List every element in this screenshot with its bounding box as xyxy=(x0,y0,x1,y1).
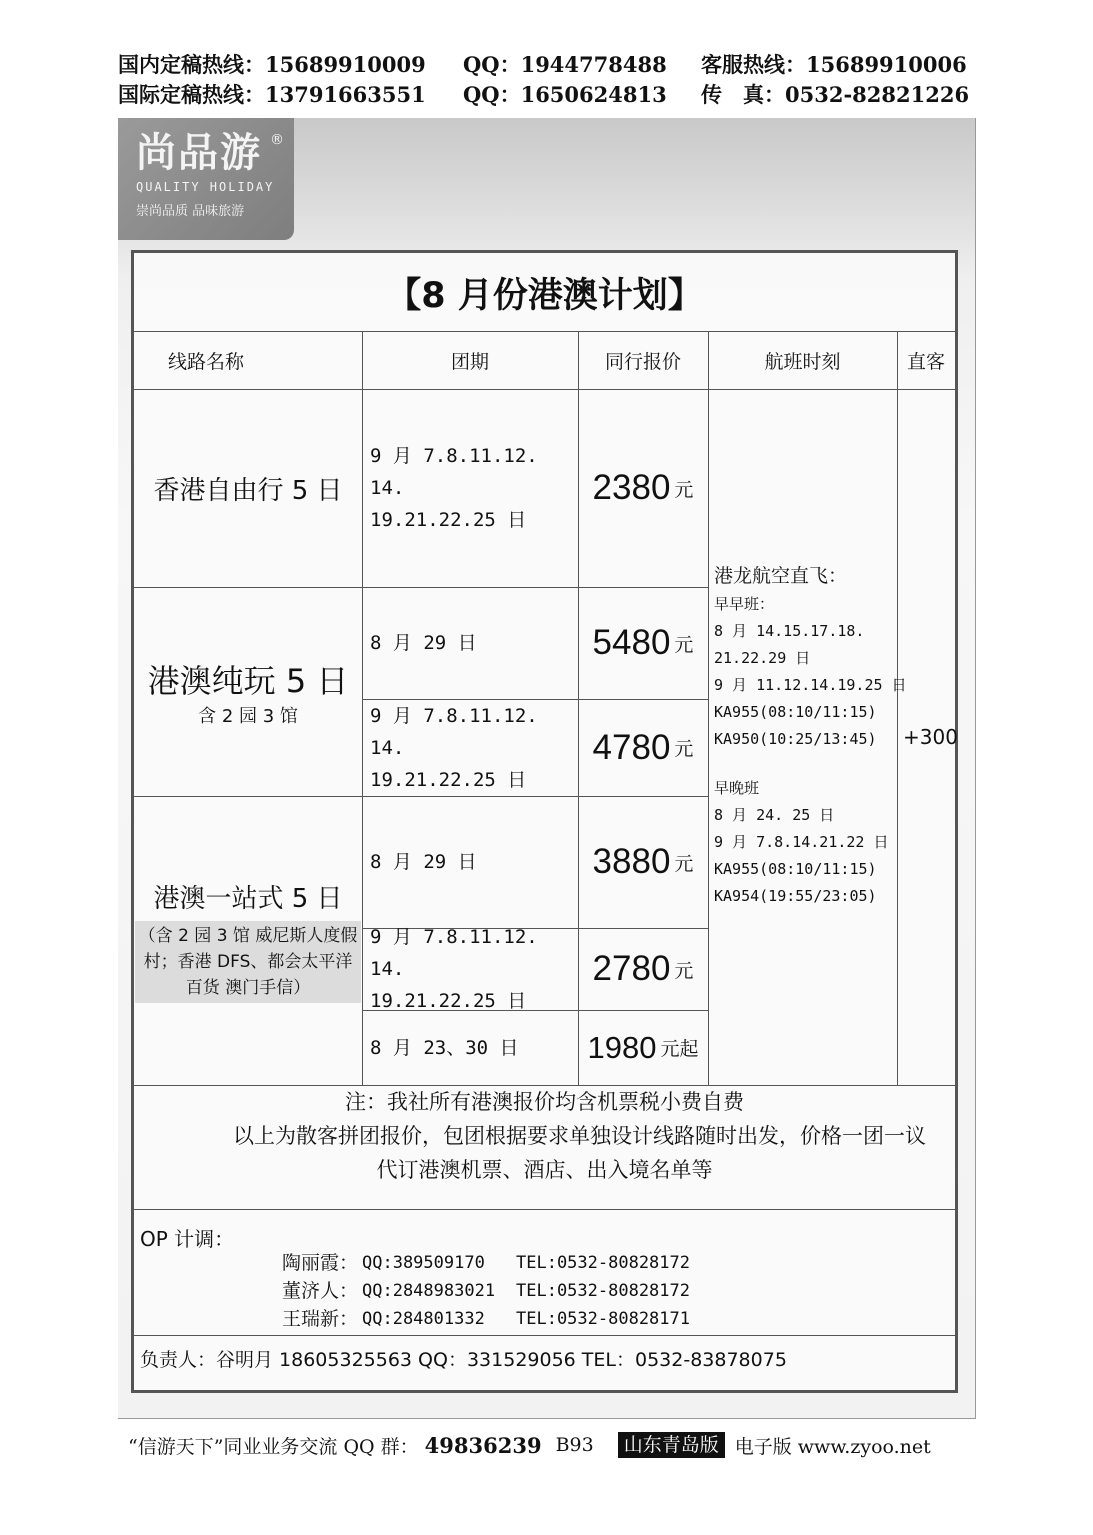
note-line: 以上为散客拼团报价，包团根据要求单独设计线路随时出发，价格一团一议 xyxy=(233,1124,926,1148)
date-line: 19.21.22.25 日 xyxy=(370,768,527,791)
page-title: 【8 月份港澳计划】 xyxy=(386,276,703,316)
route-hkm-pure-5d xyxy=(134,587,362,796)
price-unit: 元 xyxy=(674,852,694,875)
flight-line: KA954(19:55/23:05) xyxy=(714,887,877,905)
footer xyxy=(128,1428,978,1462)
section-rule xyxy=(134,1209,955,1210)
route-subtitle: 含 2 园 3 馆 xyxy=(198,705,298,727)
route-price xyxy=(578,1010,708,1085)
footer-website: 电子版 www.zyoo.net xyxy=(734,1435,931,1458)
staff-tel: TEL:0532-80828171 xyxy=(516,1309,690,1329)
staff-qq: QQ:284801332 xyxy=(362,1309,485,1329)
header-route: 线路名称 xyxy=(168,350,245,373)
staff-name: 王瑞新： xyxy=(282,1308,359,1330)
staff-qq: QQ:2848983021 xyxy=(362,1281,496,1301)
staff-row xyxy=(282,1277,822,1305)
staff-qq: QQ:389509170 xyxy=(362,1253,485,1273)
staff-tel: TEL:0532-80828172 xyxy=(516,1253,690,1273)
itinerary-frame xyxy=(131,250,958,1393)
flight-line: 早晚班 xyxy=(714,779,760,797)
header-flight: 航班时刻 xyxy=(764,350,841,373)
intl-hotline: 国际定稿热线：13791663551 xyxy=(118,82,426,107)
date-line: 9 月 7.8.11.12. 14. xyxy=(370,445,538,499)
route-dates xyxy=(362,389,578,587)
route-hkm-onestop-5d xyxy=(134,796,362,1085)
flight-line: 早早班： xyxy=(714,595,775,613)
route-price xyxy=(578,796,708,928)
staff-row xyxy=(282,1249,822,1277)
date-line: 19.21.22.25 日 xyxy=(370,990,527,1012)
intl-qq: QQ：1650624813 xyxy=(463,82,667,107)
route-name: 港澳一站式 5 日 xyxy=(153,884,343,914)
price-value: 1980 xyxy=(587,1029,657,1065)
price-value: 2380 xyxy=(592,468,671,507)
staff-tel: TEL:0532-80828172 xyxy=(516,1281,690,1301)
flight-line: 9 月 7.8.14.21.22 日 xyxy=(714,833,889,851)
route-price xyxy=(578,928,708,1010)
logo-english: QUALITY HOLIDAY xyxy=(136,180,275,194)
route-dates xyxy=(362,699,578,796)
edition-badge: 山东青岛版 xyxy=(618,1432,725,1458)
note-line: 注：我社所有港澳报价均含机票税小费自费 xyxy=(345,1090,744,1114)
page-code: B93 xyxy=(555,1434,594,1456)
price-unit: 元 xyxy=(674,633,694,656)
note-line: 代订港澳机票、酒店、出入境名单等 xyxy=(376,1158,713,1182)
op-label: OP 计调： xyxy=(140,1227,235,1251)
note-line: （含 2 园 3 馆 威尼斯人度假 xyxy=(138,926,358,946)
hotline-row xyxy=(118,50,978,80)
price-unit: 元 xyxy=(674,738,694,760)
direct-customer-surcharge: +300 xyxy=(903,725,958,749)
route-name: 港澳纯玩 5 日 xyxy=(147,661,349,700)
domestic-hotline: 国内定稿热线：15689910009 xyxy=(118,52,426,77)
op-staff-list xyxy=(282,1249,822,1333)
price-value: 3880 xyxy=(592,842,671,881)
header-direct-customer: 直客 xyxy=(906,350,945,373)
date-line: 9 月 7.8.11.12. 14. xyxy=(370,926,538,980)
route-dates: 8 月 29 日 xyxy=(370,632,477,654)
staff-name: 董济人： xyxy=(282,1280,359,1302)
note-line: 村；香港 DFS、都会太平洋 xyxy=(143,952,353,972)
flight-line: 8 月 24. 25 日 xyxy=(714,806,835,824)
staff-row xyxy=(282,1305,822,1333)
fax-number: 传 真：0532-82821226 xyxy=(701,82,970,107)
route-price xyxy=(578,699,708,796)
registered-mark: ® xyxy=(270,132,284,148)
price-unit: 元 xyxy=(674,959,694,982)
brand-logo xyxy=(118,118,294,240)
logo-chinese: 尚品游 xyxy=(136,130,262,176)
header-dates: 团期 xyxy=(450,350,489,373)
date-line: 9 月 7.8.11.12. 14. xyxy=(370,704,538,759)
hotlines xyxy=(118,50,978,110)
price-value: 4780 xyxy=(592,727,671,767)
flight-line: 8 月 14.15.17.18. xyxy=(714,622,865,640)
price-value: 2780 xyxy=(592,949,671,988)
airline-label: 港龙航空直飞： xyxy=(714,565,848,587)
route-hk-free-5d: 香港自由行 5 日 xyxy=(153,475,343,506)
price-value: 5480 xyxy=(592,623,671,662)
footer-group-qq: 49836239 xyxy=(424,1432,542,1458)
route-price xyxy=(578,587,708,699)
logo-slogan: 崇尚品质 品味旅游 xyxy=(136,204,245,219)
route-dates: 8 月 23、30 日 xyxy=(370,1036,519,1059)
notes xyxy=(134,1085,955,1209)
footer-group: “信游天下”同业业务交流 QQ 群： xyxy=(128,1435,419,1458)
flight-line: 9 月 11.12.14.19.25 日 xyxy=(714,676,907,694)
manager-contact: 负责人：谷明月 18605325563 QQ：331529056 TEL：0532-83878075 xyxy=(140,1349,787,1371)
price-unit: 元起 xyxy=(660,1038,699,1060)
flight-line: 21.22.29 日 xyxy=(714,649,811,667)
route-price xyxy=(578,389,708,587)
section-rule xyxy=(134,1335,955,1336)
flight-line: KA955(08:10/11:15) xyxy=(714,703,877,721)
route-note xyxy=(135,921,362,1003)
hotline-row xyxy=(118,80,978,110)
flight-line: KA955(08:10/11:15) xyxy=(714,860,877,878)
price-unit: 元 xyxy=(674,478,694,501)
flight-line: KA950(10:25/13:45) xyxy=(714,730,877,748)
route-dates xyxy=(362,928,578,1010)
date-line: 19.21.22.25 日 xyxy=(370,509,527,531)
note-line: 百货 澳门手信） xyxy=(185,978,311,998)
header-price: 同行报价 xyxy=(604,351,681,373)
domestic-qq: QQ：1944778488 xyxy=(463,52,667,77)
staff-name: 陶丽霞： xyxy=(282,1252,359,1274)
flight-schedule xyxy=(708,389,907,1085)
route-dates: 8 月 29 日 xyxy=(370,851,477,873)
service-hotline: 客服热线：15689910006 xyxy=(701,52,967,77)
